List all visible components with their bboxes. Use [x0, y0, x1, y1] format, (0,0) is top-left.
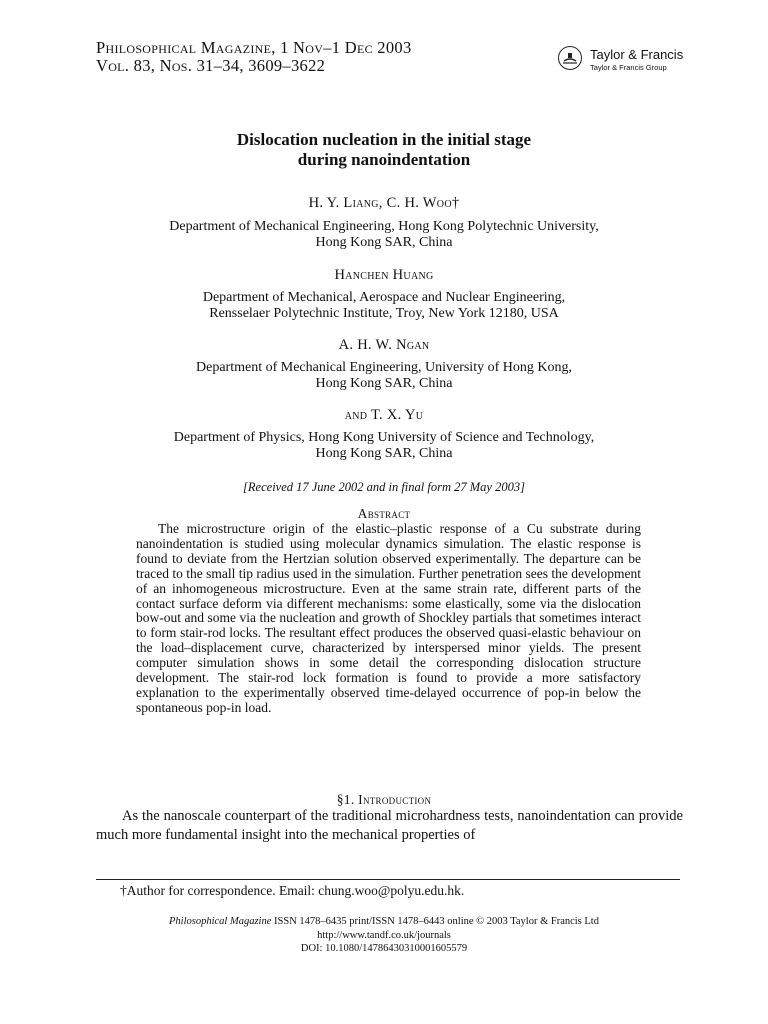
affiliation-line: Hong Kong SAR, China	[315, 445, 453, 461]
affiliation-line: Hong Kong SAR, China	[315, 375, 453, 391]
received-dates	[0, 480, 768, 495]
author-name: and T. X. Yu	[344, 407, 424, 423]
abstract-heading: Abstract	[357, 506, 411, 521]
footnote-divider	[96, 879, 680, 880]
publication-url: http://www.tandf.co.uk/journals	[317, 930, 451, 941]
article-title	[0, 130, 768, 170]
journal-citation-line: Philosophical Magazine, 1 Nov–1 Dec 2003	[96, 38, 412, 57]
publication-doi: DOI: 10.1080/14786430310001605579	[300, 943, 468, 954]
footnote: †Author for correspondence. Email: chung.woo@polyu.edu.hk.	[120, 883, 465, 898]
affiliation-line: Rensselaer Polytechnic Institute, Troy, New York 12180, USA	[209, 305, 559, 321]
author-affiliation	[0, 430, 768, 461]
received-dates-text: [Received 17 June 2002 and in final form 27 May 2003]	[243, 480, 525, 494]
journal-volume-line: Vol. 83, Nos. 31–34, 3609–3622	[96, 56, 326, 75]
article-title-line-1: Dislocation nucleation in the initial stage	[236, 130, 532, 149]
publisher-logo	[556, 42, 686, 76]
introduction-text: As the nanoscale counterpart of the traditional microhardness tests, nanoindentation can provide much more fundamental insight into the mechanical properties of	[96, 808, 683, 843]
publisher-name: Taylor & Francis	[590, 47, 684, 62]
affiliation-line: Hong Kong SAR, China	[315, 234, 453, 250]
affiliation-line: Department of Physics, Hong Kong University of Science and Technology,	[173, 430, 595, 445]
article-title-line-2: during nanoindentation	[297, 150, 471, 169]
publisher-group: Taylor & Francis Group	[590, 63, 667, 72]
abstract-text: The microstructure origin of the elastic–plastic response of a Cu substrate during nanoindentation is studied using molecular dynamics simulation. The elastic response is found to deviate from the Hertzian solution observed experimentally. The departure can be traced to the small tip radius used in the simulation. Further penetration sees the development of an inhomogeneous microstructure. Even at the same strain rate, different parts of the contact surface deform via different mechanisms: some elastically, some via the dislocation bow-out and some via the nucleation and growth of Shockley partials that sometimes interact to form stair-rod locks. The resultant effect produces the observed quasi-elastic behaviour on the load–displacement curve, characterized by interspersed minor yields. The present computer simulation shows in some detail the corresponding dislocation structure development. The stair-rod lock formation is found to provide a more satisfactory explanation to the experimentally observed time-delayed occurrence of pop-in below the spontaneous pop-in load.	[136, 521, 641, 715]
section-heading: §1. Introduction	[336, 792, 432, 807]
publication-issn-line	[0, 916, 768, 927]
publication-journal-name: Philosophical Magazine	[169, 916, 272, 927]
author-name: Hanchen Huang	[334, 267, 434, 283]
author-affiliation	[0, 360, 768, 391]
author-name: H. Y. Liang, C. H. Woo†	[308, 195, 460, 211]
affiliation-line: Department of Mechanical Engineering, Hong Kong Polytechnic University,	[169, 219, 599, 234]
author-affiliation	[0, 219, 768, 250]
affiliation-line: Department of Mechanical Engineering, University of Hong Kong,	[196, 360, 572, 375]
author-affiliation	[0, 290, 768, 321]
author-name: A. H. W. Ngan	[338, 337, 430, 353]
publication-issn: ISSN 1478–6435 print/ISSN 1478–6443 online © 2003 Taylor & Francis Ltd	[274, 916, 599, 927]
affiliation-line: Department of Mechanical, Aerospace and Nuclear Engineering,	[202, 290, 566, 305]
publisher-logo-icon	[558, 46, 582, 70]
